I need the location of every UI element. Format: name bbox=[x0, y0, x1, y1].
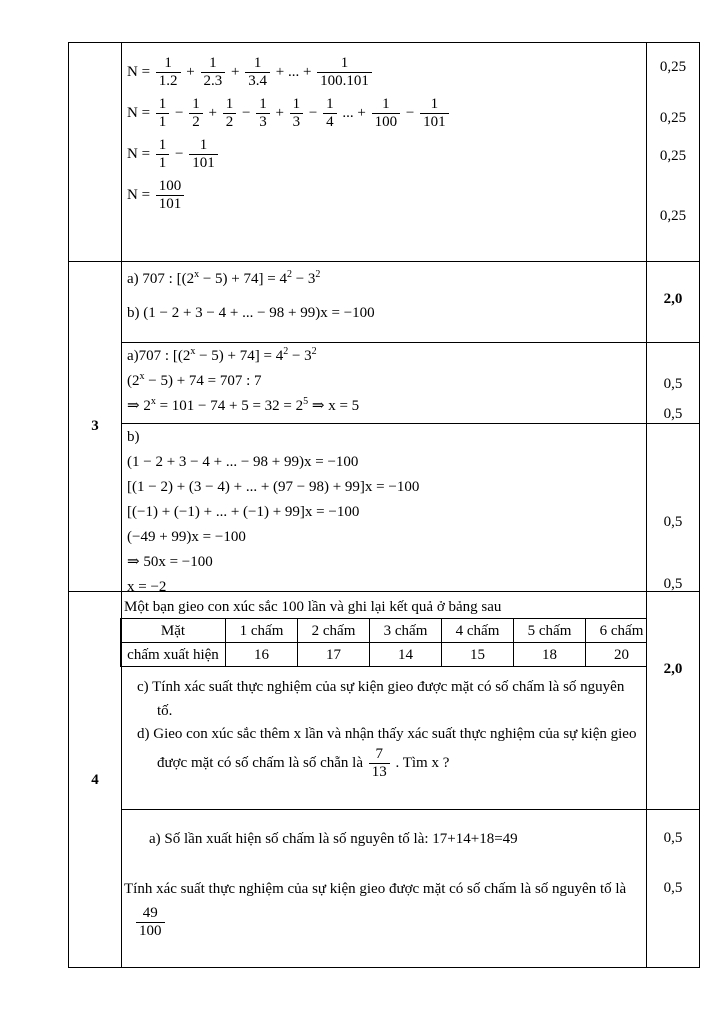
table-cell: 14 bbox=[370, 643, 442, 667]
row-divider bbox=[121, 342, 699, 343]
q3-statement-a: a) 707 : $[(2^x - 5) + 74] = 4^2 - 3^2$ bbox=[127, 269, 321, 287]
table-cell: 3 chấm bbox=[370, 619, 442, 643]
math-line: x = −2 bbox=[127, 579, 167, 595]
points-value: 0,5 bbox=[663, 830, 683, 846]
question-number-4: 4 bbox=[91, 771, 99, 788]
q3-solution-a-block bbox=[127, 346, 359, 421]
q3-statement-b: b) (1 − 2 + 3 − 4 + ... − 98 + 99)x = −100 bbox=[127, 305, 375, 321]
math-line: N = $\frac{100}{101}$ bbox=[127, 178, 451, 214]
q3-solution-b-block bbox=[127, 427, 419, 602]
number-column-divider bbox=[121, 43, 122, 967]
math-line: b) bbox=[127, 429, 140, 445]
row-divider bbox=[69, 261, 699, 262]
table-cell: 17 bbox=[298, 643, 370, 667]
math-line: a)707 : $[(2^x - 5) + 74] = 4^2 - 3^2$ bbox=[127, 346, 317, 364]
table-cell: 18 bbox=[514, 643, 586, 667]
math-line: (−49 + 99)x = −100 bbox=[127, 529, 246, 545]
dice-table-wrap bbox=[120, 618, 646, 668]
answer-key-table bbox=[68, 42, 700, 968]
math-line: ⇒ $2^x = 101 - 74 + 5 = 32 = 2^5$ ⇒ x = 5 bbox=[127, 396, 360, 414]
dice-table-values-row bbox=[121, 643, 647, 667]
points-value: 0,25 bbox=[659, 59, 687, 75]
points-value: 0,5 bbox=[663, 576, 683, 592]
math-line: N = $\frac{1}{1}$ − $\frac{1}{2}$ + $\frac{1}{2}$ − $\frac{1}{3}$ + $\frac{1}{3}$ − $\frac{1}{4}$ ... + $\frac{1}{100}$ − $\frac{1}{101}$ bbox=[127, 96, 451, 132]
table-cell: 2 chấm bbox=[298, 619, 370, 643]
row-divider bbox=[121, 809, 699, 810]
table-cell: 6 chấm bbox=[586, 619, 647, 643]
question-number-3: 3 bbox=[91, 417, 99, 434]
q4-item-c-line1: c) Tính xác suất thực nghiệm của sự kiện gieo được mặt có số chấm là số nguyên bbox=[137, 679, 625, 695]
points-value: 0,5 bbox=[663, 880, 683, 896]
points-value: 2,0 bbox=[663, 291, 683, 307]
table-cell: Mặt bbox=[121, 619, 226, 643]
q4-item-d-line1: d) Gieo con xúc sắc thêm x lần và nhận thấy xác suất thực nghiệm của sự kiện gieo bbox=[137, 726, 637, 742]
table-cell: 16 bbox=[226, 643, 298, 667]
points-value: 0,5 bbox=[663, 376, 683, 392]
points-value: 0,25 bbox=[659, 148, 687, 164]
q4-item-d-line2: được mặt có số chấm là số chẵn là $\frac{7}{13}$ . Tìm x ? bbox=[157, 746, 450, 780]
table-cell: 15 bbox=[442, 643, 514, 667]
points-value: 2,0 bbox=[663, 661, 683, 677]
table-cell: 1 chấm bbox=[226, 619, 298, 643]
math-line: N = $\frac{1}{1.2}$ + $\frac{1}{2.3}$ + $\frac{1}{3.4}$ + ... + $\frac{1}{100.101}$ bbox=[127, 55, 451, 91]
points-value: 0,25 bbox=[659, 208, 687, 224]
table-cell: 20 bbox=[586, 643, 647, 667]
dice-frequency-table bbox=[120, 618, 646, 667]
q4-solution-line1: a) Số lần xuất hiện số chấm là số nguyên tố là: 17+14+18=49 bbox=[149, 831, 518, 847]
q4-intro: Một bạn gieo con xúc sắc 100 lần và ghi lại kết quả ở bảng sau bbox=[124, 599, 502, 615]
row-divider bbox=[121, 423, 699, 424]
dice-table-header-row bbox=[121, 619, 647, 643]
points-value: 0,5 bbox=[663, 406, 683, 422]
math-line: N = $\frac{1}{1}$ − $\frac{1}{101}$ bbox=[127, 137, 451, 173]
q4-solution-line2: Tính xác suất thực nghiệm của sự kiện gieo được mặt có số chấm là số nguyên tố là bbox=[124, 881, 627, 897]
q4-item-c-line2: tố. bbox=[157, 703, 173, 719]
q4-solution-fraction: $\frac{49}{100}$ bbox=[134, 905, 167, 940]
math-line: [(1 − 2) + (3 − 4) + ... + (97 − 98) + 99]x = −100 bbox=[127, 479, 420, 495]
table-cell: 4 chấm bbox=[442, 619, 514, 643]
math-line: $(2^x - 5) + 74 = 707$ : 7 bbox=[127, 371, 262, 389]
table-cell: 5 chấm bbox=[514, 619, 586, 643]
math-line: (1 − 2 + 3 − 4 + ... − 98 + 99)x = −100 bbox=[127, 454, 359, 470]
series-solution-block bbox=[127, 55, 451, 219]
points-value: 0,5 bbox=[663, 514, 683, 530]
points-value: 0,25 bbox=[659, 110, 687, 126]
math-line: ⇒ 50x = −100 bbox=[127, 554, 213, 570]
table-cell: chấm xuất hiện bbox=[121, 643, 226, 667]
math-line: [(−1) + (−1) + ... + (−1) + 99]x = −100 bbox=[127, 504, 360, 520]
